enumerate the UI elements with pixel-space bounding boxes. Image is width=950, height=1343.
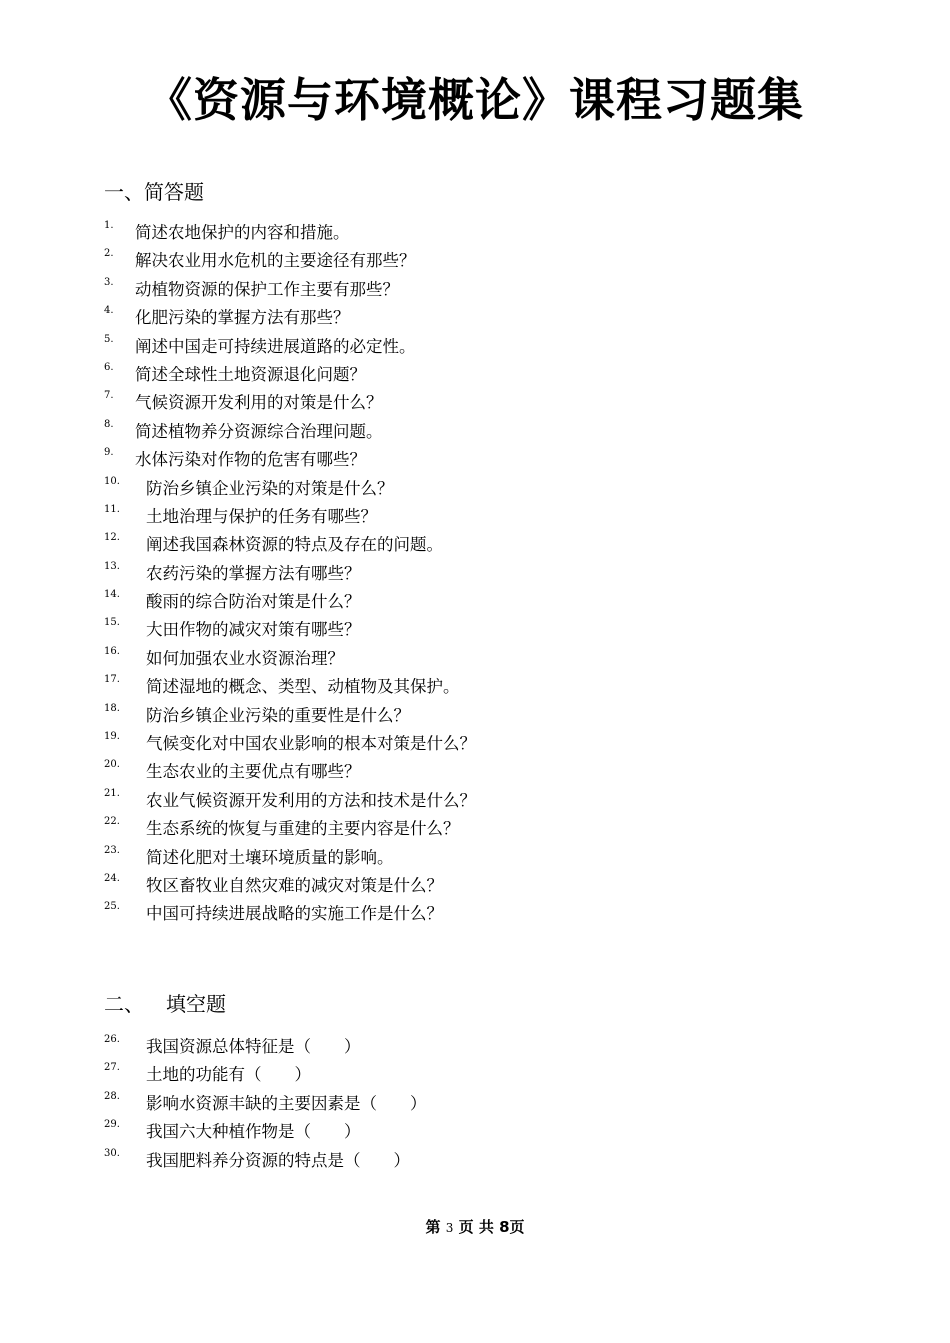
section-heading-fill-in-blank (104, 990, 226, 1018)
question-text: 土地的功能有（ ） (146, 1065, 311, 1085)
question-text: 农药污染的掌握方法有哪些？ (146, 563, 361, 583)
question-text: 气候变化对中国农业影响的根本对策是什么？ (146, 734, 476, 754)
section-number: 二、 (104, 992, 144, 1016)
question-number: 11. (104, 503, 120, 515)
question-text: 中国可持续进展战略的实施工作是什么？ (146, 904, 443, 924)
question-text: 简述植物养分资源综合治理问题。 (135, 421, 383, 441)
question-text: 水体污染对作物的危害有哪些？ (135, 450, 366, 470)
question-number: 22. (104, 816, 120, 828)
footer-middle: 页 共 (458, 1218, 494, 1236)
question-number: 28. (104, 1090, 120, 1102)
question-number: 6. (104, 361, 114, 373)
question-number: 29. (104, 1119, 120, 1131)
question-text: 影响水资源丰缺的主要因素是（ ） (146, 1093, 427, 1113)
question-text: 土地治理与保护的任务有哪些？ (146, 506, 377, 526)
question-number: 27. (104, 1062, 120, 1074)
question-number: 10. (104, 475, 120, 487)
question-text: 我国资源总体特征是（ ） (146, 1037, 361, 1056)
question-number: 25. (104, 901, 120, 913)
question-text: 我国肥料养分资源的特点是（ ） (146, 1150, 410, 1170)
question-number: 1. (104, 220, 114, 231)
question-number: 16. (104, 645, 120, 657)
question-number: 24. (104, 872, 120, 884)
question-number: 8. (104, 418, 114, 430)
question-number: 7. (104, 390, 114, 402)
question-number: 14. (104, 589, 120, 601)
question-text: 简述湿地的概念、类型、动植物及其保护。 (146, 677, 460, 697)
document-title: 《资源与环境概论》课程习题集 (146, 73, 804, 127)
question-text: 简述化肥对土壤环境质量的影响。 (146, 847, 394, 867)
question-text: 简述农地保护的内容和措施。 (135, 223, 350, 242)
question-number: 13. (104, 560, 120, 572)
question-number: 3. (104, 276, 114, 288)
question-text: 阐述中国走可持续进展道路的必定性。 (135, 336, 416, 356)
footer-suffix: 页 (509, 1218, 525, 1236)
question-number: 2. (104, 248, 114, 260)
footer-prefix: 第 (425, 1218, 441, 1236)
question-text: 动植物资源的保护工作主要有那些？ (135, 279, 399, 299)
question-number: 4. (104, 305, 114, 317)
question-text: 我国六大种植作物是（ ） (146, 1122, 361, 1142)
question-number: 26. (104, 1034, 120, 1045)
question-number: 15. (104, 617, 120, 629)
question-number: 9. (104, 447, 114, 459)
question-text: 化肥污染的掌握方法有那些？ (135, 308, 350, 328)
question-number: 12. (104, 532, 120, 544)
question-text: 生态农业的主要优点有哪些？ (146, 762, 361, 782)
question-number: 19. (104, 731, 120, 743)
current-page-number: 3 (445, 1221, 454, 1235)
question-text: 简述全球性土地资源退化问题？ (135, 364, 366, 384)
question-text: 阐述我国森林资源的特点及存在的问题。 (146, 535, 443, 555)
total-page-count: 8 (499, 1218, 510, 1236)
section-heading-short-answer: 一、简答题 (104, 180, 204, 204)
question-text: 如何加强农业水资源治理？ (146, 648, 344, 668)
question-number: 17. (104, 674, 120, 686)
question-text: 防治乡镇企业污染的对策是什么？ (146, 478, 394, 498)
question-text: 牧区畜牧业自然灾难的减灾对策是什么？ (146, 875, 443, 895)
page-footer (0, 1215, 950, 1240)
question-text: 农业气候资源开发利用的方法和技术是什么？ (146, 790, 476, 810)
question-number: 21. (104, 787, 120, 799)
question-text: 气候资源开发利用的对策是什么？ (135, 393, 383, 413)
question-text: 大田作物的减灾对策有哪些？ (146, 620, 361, 640)
question-text: 生态系统的恢复与重建的主要内容是什么？ (146, 819, 460, 839)
question-number: 23. (104, 844, 120, 856)
question-text: 防治乡镇企业污染的重要性是什么？ (146, 705, 410, 725)
question-text: 酸雨的综合防治对策是什么？ (146, 592, 361, 612)
section-title: 填空题 (166, 992, 226, 1016)
question-text: 解决农业用水危机的主要途径有那些？ (135, 251, 416, 271)
question-number: 30. (104, 1147, 120, 1159)
question-number: 18. (104, 702, 120, 714)
question-number: 5. (104, 333, 114, 345)
question-number: 20. (104, 759, 120, 771)
